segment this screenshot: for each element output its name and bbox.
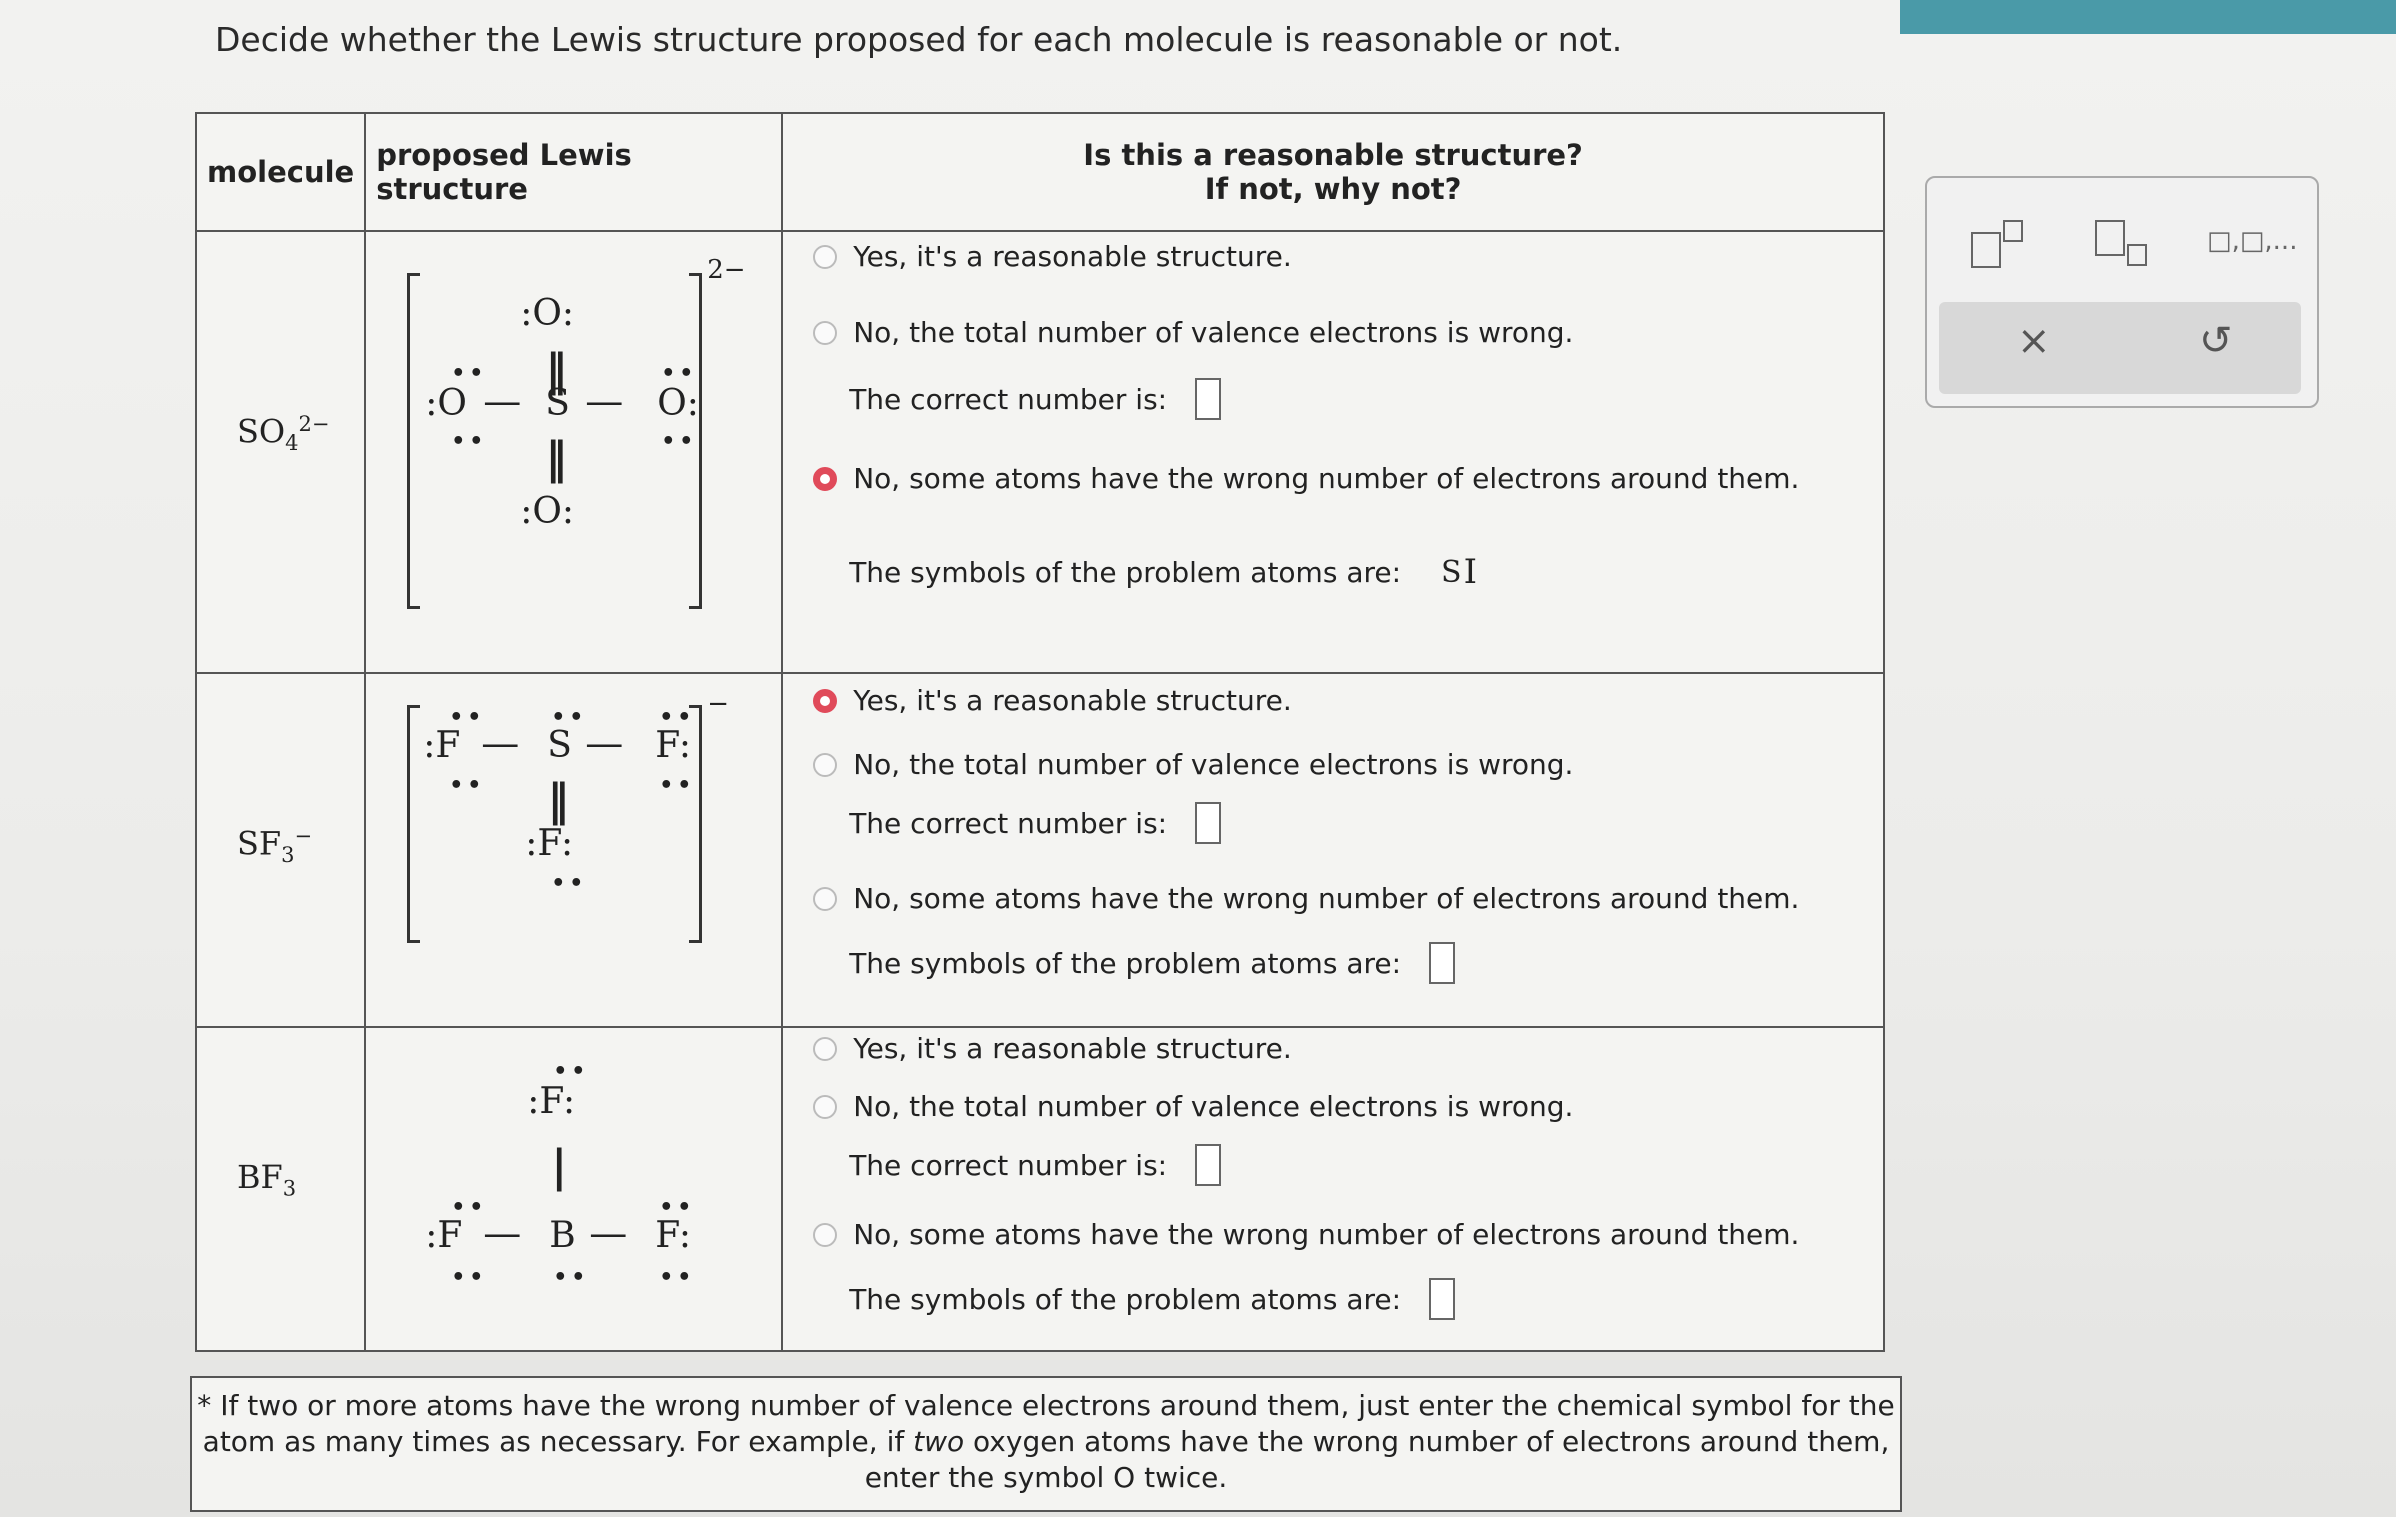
list-icon[interactable]: □,□,... (2207, 226, 2298, 256)
molecule-cell (196, 673, 365, 1027)
double-bond-bottom: ‖ (545, 433, 568, 484)
right-bracket (689, 705, 702, 943)
header-question (782, 113, 1884, 231)
problem-atoms-label: The symbols of the problem atoms are: (849, 555, 1402, 589)
correct-number-label: The correct number is: (849, 806, 1168, 840)
option-yes[interactable] (813, 1032, 1292, 1065)
molecule-cell (196, 231, 365, 673)
lone-pair: •• (659, 1265, 696, 1290)
question-table (195, 112, 1885, 1352)
formula-base: SF (237, 824, 282, 863)
molecule-formula (237, 824, 312, 867)
ion-charge: − (707, 689, 729, 719)
formula-sub: 4 (285, 431, 299, 456)
single-bond-vertical: | (551, 1141, 568, 1192)
lone-pair: •• (451, 1265, 488, 1290)
instructions: Decide whether the Lewis structure proposed for each molecule is reasonable or not. (215, 20, 1623, 59)
single-bond: — (585, 379, 624, 423)
lone-pair: •• (661, 429, 698, 454)
correct-number-label: The correct number is: (849, 1148, 1168, 1182)
atom-b: B (549, 1215, 576, 1256)
formula-sup: − (294, 824, 313, 848)
single-bond: — (585, 721, 624, 765)
lone-pair: •• (449, 705, 486, 730)
problem-atoms-label: The symbols of the problem atoms are: (849, 1282, 1402, 1316)
radio-button[interactable] (813, 1095, 837, 1119)
correct-number-input[interactable] (1195, 802, 1221, 844)
footnote-suffix: oxygen atoms have the wrong number of electrons around them, enter the symbol O twice. (864, 1425, 1890, 1494)
option-wrong-electrons[interactable] (813, 1218, 1799, 1251)
option-wrong-electrons[interactable] (813, 462, 1799, 495)
lone-pair: •• (659, 705, 696, 730)
atom-o-bottom: :O: (520, 491, 574, 532)
answer-cell (782, 673, 1884, 1027)
answer-cell (782, 1027, 1884, 1351)
problem-atoms-input[interactable] (1429, 1278, 1455, 1320)
atom-f-left: :F (423, 725, 461, 766)
lewis-structure-so4 (367, 233, 762, 671)
single-bond: — (483, 1211, 522, 1255)
option-wrong-electrons[interactable] (813, 882, 1799, 915)
superscript-icon[interactable] (1971, 218, 2031, 268)
table-row (196, 673, 1884, 1027)
correct-number-input[interactable] (1195, 378, 1221, 420)
header-lewis: proposed Lewis structure (365, 113, 782, 231)
formula-base: BF (237, 1158, 283, 1196)
option-label: No, the total number of valence electrons is wrong. (853, 1090, 1574, 1123)
toolbar-action-row (1939, 302, 2301, 394)
double-bond: ‖ (547, 775, 570, 826)
formula-sup: 2− (298, 412, 330, 436)
radio-button[interactable] (813, 753, 837, 777)
radio-button[interactable] (813, 1037, 837, 1061)
option-label: No, some atoms have the wrong number of electrons around them. (853, 1218, 1800, 1251)
lone-pair: •• (551, 871, 588, 896)
lewis-structure-cell (365, 673, 782, 1027)
lewis-structure-bf3 (367, 1029, 762, 1349)
correct-number-row (849, 1144, 1221, 1186)
double-bond-top: ‖ (545, 345, 568, 396)
option-label: No, some atoms have the wrong number of electrons around them. (853, 882, 1800, 915)
correct-number-row (849, 378, 1221, 420)
single-bond: — (481, 721, 520, 765)
atom-f-left: :F (425, 1215, 463, 1256)
text-cursor-icon: I (1463, 552, 1478, 592)
single-bond: — (483, 379, 522, 423)
lewis-structure-cell (365, 231, 782, 673)
lone-pair: •• (551, 705, 588, 730)
table-row (196, 231, 1884, 673)
option-label: Yes, it's a reasonable structure. (853, 684, 1292, 717)
atom-s: S (545, 383, 570, 424)
footnote-prefix: * If two or more atoms have the wrong number of valence electrons around them, just enter the chemical symbol for the atom as many times as necessary. For example, if (197, 1389, 1895, 1458)
atom-f-top: :F: (527, 1081, 576, 1122)
formula-sub: 3 (282, 1176, 297, 1201)
lone-pair: •• (659, 1195, 696, 1220)
correct-number-label: The correct number is: (849, 382, 1168, 416)
lone-pair: •• (553, 1059, 590, 1084)
option-valence-wrong[interactable] (813, 1090, 1573, 1123)
math-toolbar (1925, 176, 2319, 408)
molecule-cell (196, 1027, 365, 1351)
correct-number-input[interactable] (1195, 1144, 1221, 1186)
problem-atoms-label: The symbols of the problem atoms are: (849, 946, 1402, 980)
problem-atoms-input[interactable]: S (1441, 554, 1462, 590)
option-label: Yes, it's a reasonable structure. (853, 240, 1292, 273)
option-valence-wrong[interactable] (813, 748, 1573, 781)
molecule-formula (237, 412, 330, 455)
radio-button-selected[interactable] (813, 467, 837, 491)
option-label: No, some atoms have the wrong number of electrons around them. (853, 462, 1800, 495)
radio-button[interactable] (813, 887, 837, 911)
atom-f-right: F: (655, 725, 692, 766)
lone-pair: •• (553, 1265, 590, 1290)
lewis-structure-cell (365, 1027, 782, 1351)
option-yes[interactable] (813, 240, 1292, 273)
lone-pair: •• (659, 773, 696, 798)
atom-o-right: O: (657, 383, 699, 424)
lone-pair: •• (451, 361, 488, 386)
lone-pair: •• (449, 773, 486, 798)
option-yes[interactable] (813, 684, 1292, 717)
answer-cell (782, 231, 1884, 673)
radio-button[interactable] (813, 245, 837, 269)
molecule-formula (237, 1158, 296, 1200)
radio-button[interactable] (813, 1223, 837, 1247)
clear-icon[interactable]: × (2017, 318, 2051, 364)
left-bracket (407, 273, 420, 609)
ion-charge: 2− (707, 255, 746, 285)
subscript-icon[interactable] (2095, 218, 2155, 268)
table-row (196, 1027, 1884, 1351)
footnote-italic: two (913, 1425, 965, 1458)
atom-s: S (547, 725, 572, 766)
header-question-line2: If not, why not? (1204, 172, 1462, 206)
lewis-structure-sf3 (367, 675, 762, 1025)
lone-pair: •• (451, 429, 488, 454)
atom-f-right: F: (655, 1215, 692, 1256)
problem-atoms-row (849, 552, 1477, 592)
radio-button-selected[interactable] (813, 689, 837, 713)
problem-atoms-row (849, 942, 1455, 984)
problem-atoms-input[interactable] (1429, 942, 1455, 984)
top-bar (1900, 0, 2396, 34)
single-bond: — (589, 1211, 628, 1255)
option-label: Yes, it's a reasonable structure. (853, 1032, 1292, 1065)
option-label: No, the total number of valence electrons is wrong. (853, 316, 1574, 349)
header-question-line1: Is this a reasonable structure? (1083, 138, 1583, 172)
formula-sub: 3 (281, 843, 295, 868)
undo-icon[interactable]: ↺ (2199, 318, 2233, 364)
option-label: No, the total number of valence electrons is wrong. (853, 748, 1574, 781)
radio-button[interactable] (813, 321, 837, 345)
lone-pair: •• (451, 1195, 488, 1220)
option-valence-wrong[interactable] (813, 316, 1573, 349)
header-row (196, 113, 1884, 231)
correct-number-row (849, 802, 1221, 844)
atom-f-bottom: :F: (525, 823, 574, 864)
left-bracket (407, 705, 420, 943)
formula-base: SO (237, 412, 286, 451)
lone-pair: •• (661, 361, 698, 386)
atom-o-top: :O: (520, 293, 574, 334)
atom-o-left: :O (425, 383, 467, 424)
footnote (190, 1376, 1902, 1512)
problem-atoms-row (849, 1278, 1455, 1320)
header-molecule: molecule (196, 113, 365, 231)
